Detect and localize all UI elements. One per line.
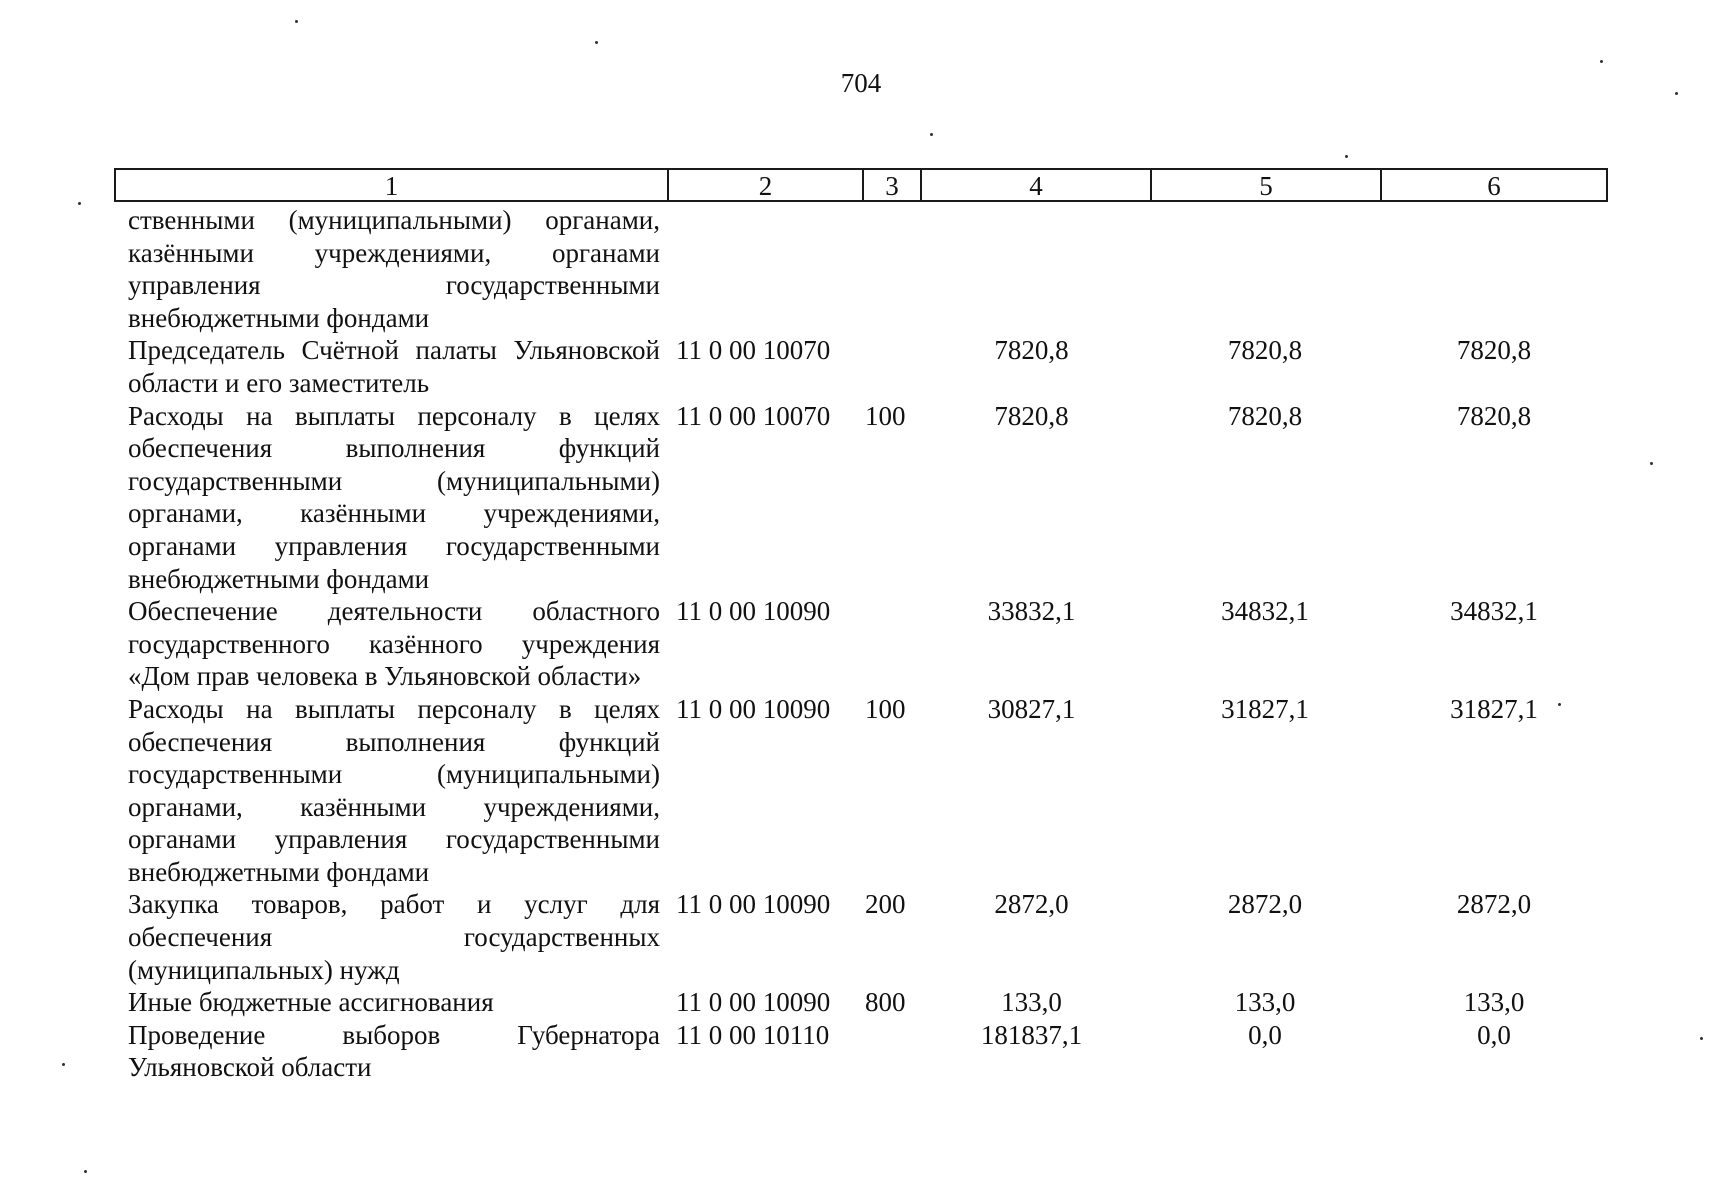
scan-speck <box>1558 703 1561 706</box>
table-row <box>114 595 1608 693</box>
row-name: Председатель Счётной палаты Ульяновской области и его заместитель <box>128 335 660 398</box>
row-value-6: 7820,8 <box>1456 400 1532 431</box>
row-name: ственными (муниципальными) органами, казёнными учреждениями, органами управления государственными внебюджетными фондами <box>128 205 660 333</box>
row-value-6: 2872,0 <box>1456 889 1532 920</box>
row-name: Проведение выборов Губернатора Ульяновской области <box>128 1019 660 1083</box>
row-value-6: 0,0 <box>1477 1019 1511 1050</box>
row-value-5: 7820,8 <box>1227 400 1303 431</box>
row-value-5: 34832,1 <box>1221 596 1309 627</box>
row-value-6: 133,0 <box>1463 987 1525 1018</box>
row-code: 11 0 00 10070 <box>676 335 831 366</box>
row-name: Обеспечение деятельности областного государственного казённого учреждения «Дом прав человека в Ульяновской области» <box>128 596 660 692</box>
header-col-4: 4 <box>922 170 1152 200</box>
row-type: 100 <box>865 693 906 724</box>
row-value-5: 7820,8 <box>1227 335 1303 366</box>
row-type: 100 <box>865 400 906 431</box>
row-code: 11 0 00 10090 <box>676 889 831 920</box>
row-value-4: 2872,0 <box>994 889 1069 920</box>
table-row <box>114 334 1608 399</box>
row-value-6: 7820,8 <box>1456 335 1532 366</box>
scan-speck <box>78 202 81 205</box>
header-col-6: 6 <box>1487 171 1501 201</box>
row-value-5: 31827,1 <box>1221 693 1309 724</box>
scan-speck <box>1345 155 1348 158</box>
row-value-5: 2872,0 <box>1227 889 1303 920</box>
budget-table <box>114 204 1608 1084</box>
scan-speck <box>930 133 933 136</box>
header-col-1: 1 <box>116 170 669 200</box>
row-code: 11 0 00 10090 <box>676 693 831 724</box>
row-value-4: 7820,8 <box>994 400 1069 431</box>
row-value-4: 181837,1 <box>980 1019 1083 1050</box>
header-col-5: 5 <box>1152 170 1382 200</box>
table-row <box>114 1019 1608 1084</box>
scan-speck <box>1650 462 1653 465</box>
table-row <box>114 400 1608 596</box>
row-name: Расходы на выплаты персоналу в целях обеспечения выполнения функций государственными (муниципальными) органами, казёнными учреждениями, органами управления государственными внебюджетными фондами <box>128 693 660 887</box>
row-code: 11 0 00 10110 <box>676 1019 830 1050</box>
row-value-4: 133,0 <box>1001 987 1062 1018</box>
table-header <box>114 168 1608 202</box>
scan-speck <box>595 41 598 44</box>
row-code: 11 0 00 10070 <box>676 400 831 431</box>
row-value-4: 7820,8 <box>994 335 1069 366</box>
scan-speck <box>295 20 298 23</box>
header-col-3: 3 <box>864 170 922 200</box>
table-row <box>114 986 1608 1019</box>
scan-speck <box>62 1063 65 1066</box>
scan-speck <box>1675 92 1678 95</box>
row-value-6: 34832,1 <box>1450 596 1538 627</box>
row-value-4: 30827,1 <box>987 693 1076 724</box>
table-row <box>114 888 1608 986</box>
scan-speck <box>84 1170 87 1173</box>
page-number: 704 <box>840 68 882 98</box>
table-row <box>114 204 1608 334</box>
row-value-4: 33832,1 <box>987 596 1076 627</box>
header-col-2: 2 <box>669 170 864 200</box>
scan-speck <box>1700 1037 1703 1040</box>
row-type: 800 <box>865 987 906 1018</box>
row-value-5: 133,0 <box>1234 987 1296 1018</box>
row-value-5: 0,0 <box>1248 1019 1282 1050</box>
row-name: Закупка товаров, работ и услуг для обеспечения государственных (муниципальных) нужд <box>128 889 660 985</box>
row-name: Иные бюджетные ассигнования <box>128 987 494 1018</box>
scan-speck <box>1600 60 1603 63</box>
row-name: Расходы на выплаты персоналу в целях обеспечения выполнения функций государственными (муниципальными) органами, казёнными учреждениями, органами управления государственными внебюджетными фондами <box>128 400 660 594</box>
row-value-6: 31827,1 <box>1450 693 1538 724</box>
row-code: 11 0 00 10090 <box>676 596 831 627</box>
row-type: 200 <box>865 889 906 920</box>
table-row <box>114 693 1608 889</box>
row-code: 11 0 00 10090 <box>676 987 831 1018</box>
